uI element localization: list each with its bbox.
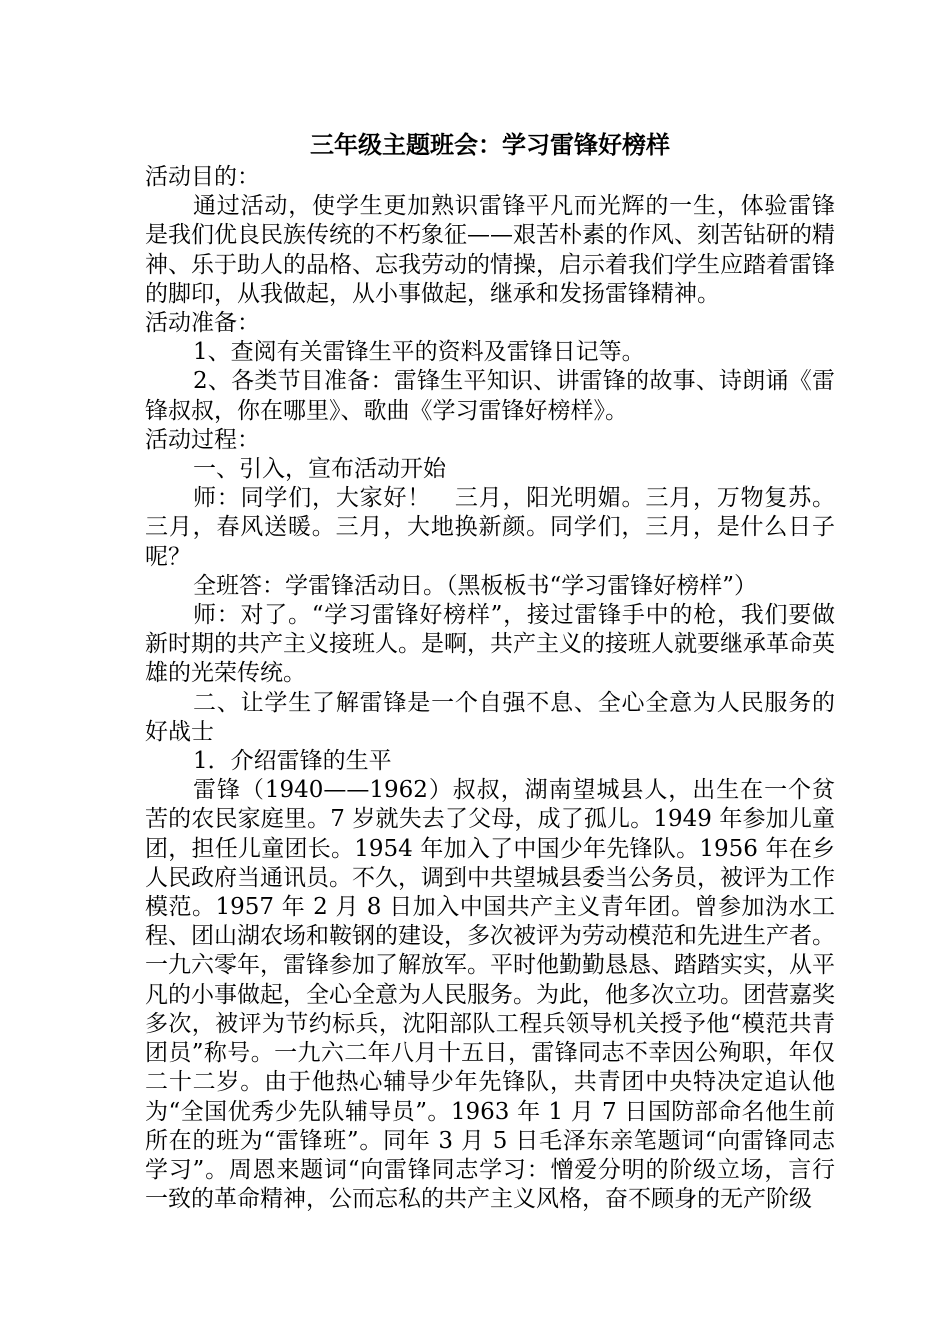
purpose-heading: 活动目的： xyxy=(145,164,260,190)
teacher-line-2: 师：对了。“学习雷锋好榜样”，接过雷锋手中的枪，我们要做新时期的共产主义接班人。是啊，共产主义的接班人就要继承革命英雄的光荣传统。 xyxy=(145,602,835,687)
process-heading: 活动过程： xyxy=(145,426,260,453)
purpose-paragraph: 通过活动，使学生更加熟识雷锋平凡而光辉的一生，体验雷锋是我们优良民族传统的不朽象征——艰苦朴素的作风、刻苦钻研的精神、乐于助人的品格、忘我劳动的情操，启示着我们学生应踏着雷锋的脚印，从我做起，从小事做起，继承和发扬雷锋精神。 xyxy=(145,193,835,307)
document-body xyxy=(145,127,835,1214)
biography-paragraph: 雷锋（1940——1962）叔叔，湖南望城县人，出生在一个贫苦的农民家庭里。7 岁就失去了父母，成了孤儿。1949 年参加儿童团，担任儿童团长。1954 年加入了中国少年先锋队。1956 年在乡人民政府当通讯员。不久，调到中共望城县委当公务员，被评为工作模范。1957 年 2 月 8 日加入中国共产主义青年团。曾参加沩水工程、团山湖农场和鞍钢的建设，多次被评为劳动模范和先进生产者。一九六零年，雷锋参加了解放军。平时他勤勤恳恳、踏踏实实，从平凡的小事做起，全心全意为人民服务。为此，他多次立功。团营嘉奖多次，被评为节约标兵，沈阳部队工程兵领导机关授予他“模范共青团员”称号。一九六二年八月十五日，雷锋同志不幸因公殉职，年仅二十二岁。由于他热心辅导少年先锋队，共青团中央特决定追认他为“全国优秀少先队辅导员”。1963 年 1 月 7 日国防部命名他生前所在的班为“雷锋班”。同年 3 月 5 日毛泽东亲笔题词“向雷锋同志学习”。周恩来题词“向雷锋同志学习：憎爱分明的阶级立场，言行一致的革命精神，公而忘私的共产主义风格，奋不顾身的无产阶级 xyxy=(145,777,835,1213)
class-answer: 全班答：学雷锋活动日。（黑板板书“学习雷锋好榜样”） xyxy=(193,572,758,599)
step-2-heading: 二、让学生了解雷锋是一个自强不息、全心全意为人民服务的好战士 xyxy=(145,689,835,745)
document-title: 三年级主题班会：学习雷锋好榜样 xyxy=(310,131,670,159)
teacher-line-1: 师：同学们，大家好！ 三月，阳光明媚。三月，万物复苏。三月，春风送暖。三月，大地换新颜。同学们，三月，是什么日子呢？ xyxy=(145,485,835,570)
step-1-heading: 一、引入，宣布活动开始 xyxy=(193,456,446,483)
sub-1-heading: 1．介绍雷锋的生平 xyxy=(193,748,392,775)
preparation-item-2: 2、各类节目准备：雷锋生平知识、讲雷锋的故事、诗朗诵《雷锋叔叔，你在哪里》、歌曲《学习雷锋好榜样》。 xyxy=(145,368,835,424)
preparation-item-1: 1、查阅有关雷锋生平的资料及雷锋日记等。 xyxy=(193,339,645,366)
preparation-heading: 活动准备： xyxy=(145,310,260,337)
